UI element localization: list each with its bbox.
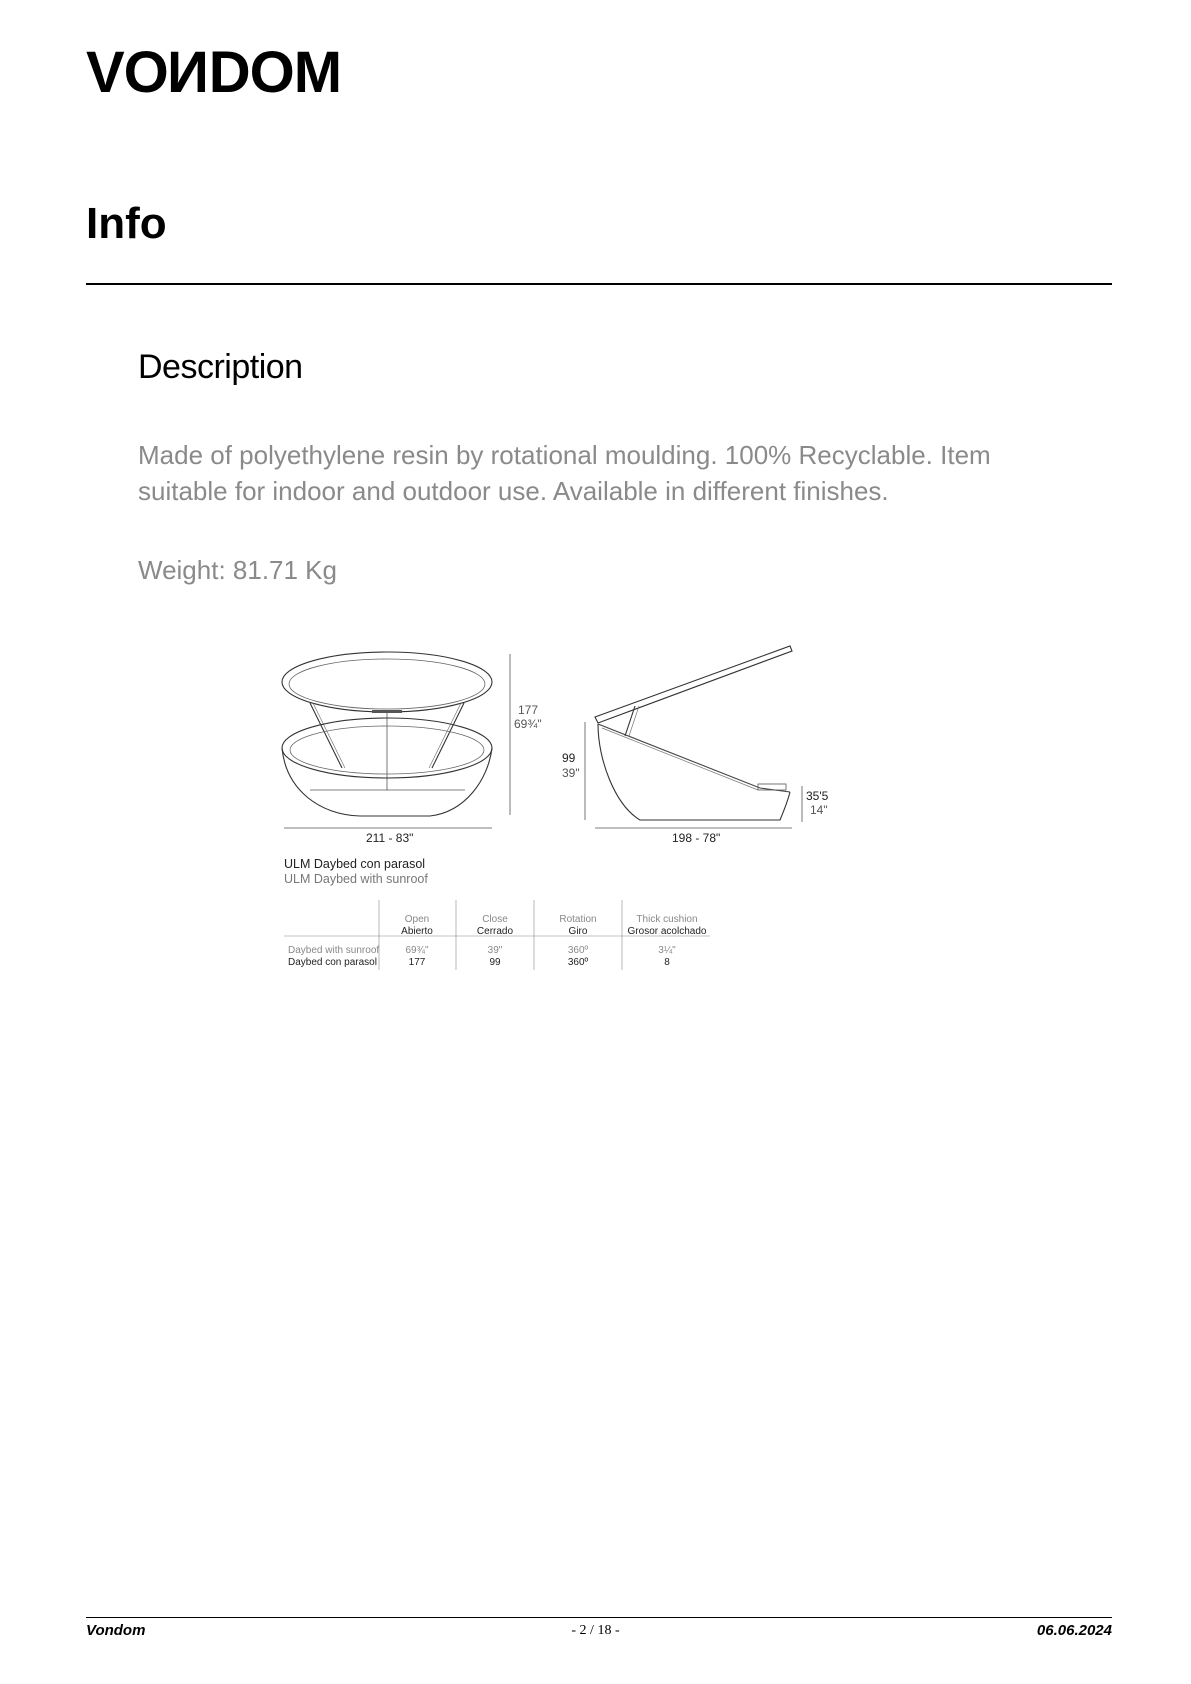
table-header-en: Close	[482, 914, 508, 925]
table-header-es: Cerrado	[476, 926, 514, 937]
product-drawing-svg	[280, 640, 920, 1000]
side-height-in: 39"	[562, 766, 580, 780]
spec-table	[284, 900, 710, 970]
table-cell: 360º	[567, 945, 589, 956]
front-height-in: 69¾"	[514, 717, 542, 731]
table-cell: 39"	[487, 945, 503, 956]
table-header-en: Thick cushion	[636, 914, 698, 925]
side-seat-cm: 35'5	[806, 789, 829, 803]
table-header-en: Rotation	[559, 914, 597, 925]
front-view	[282, 652, 510, 828]
title-divider	[86, 283, 1112, 285]
table-row-label: Daybed with sunroof	[288, 945, 380, 956]
table-cell: 69¾"	[405, 945, 429, 956]
front-height-cm: 177	[518, 703, 539, 717]
description-heading: Description	[138, 348, 303, 386]
caption-en: ULM Daybed with sunroof	[284, 872, 428, 886]
table-row-label: Daybed con parasol	[288, 957, 377, 968]
page-number: - 2 / 18 -	[571, 1623, 620, 1638]
table-cell: 99	[489, 957, 501, 968]
table-header-en: Open	[404, 914, 430, 925]
side-height-cm: 99	[562, 751, 576, 765]
table-cell: 177	[408, 957, 426, 968]
table-header-es: Abierto	[401, 926, 433, 937]
side-view	[585, 646, 802, 828]
table-cell: 8	[664, 957, 670, 968]
side-width: 198 - 78"	[672, 831, 721, 845]
footer-divider	[86, 1617, 1112, 1618]
page-title: Info	[86, 199, 167, 248]
table-cell: 360º	[567, 957, 589, 968]
footer-brand: Vondom	[86, 1622, 146, 1639]
product-drawing	[280, 640, 920, 1000]
footer-date: 06.06.2024	[1036, 1622, 1112, 1639]
description-text: Made of polyethylene resin by rotational moulding. 100% Recyclable. Item suitable for indoor and outdoor use. Available in different finishes.	[138, 440, 991, 506]
table-header-es: Grosor acolchado	[627, 926, 707, 937]
side-seat-in: 14"	[810, 803, 828, 817]
front-width: 211 - 83"	[366, 831, 414, 845]
table-cell: 3¼"	[658, 945, 676, 956]
table-header-es: Giro	[568, 926, 588, 937]
weight-text: Weight: 81.71 Kg	[138, 555, 337, 585]
brand-logo: VONDOM	[86, 40, 342, 105]
caption-es: ULM Daybed con parasol	[284, 857, 426, 871]
